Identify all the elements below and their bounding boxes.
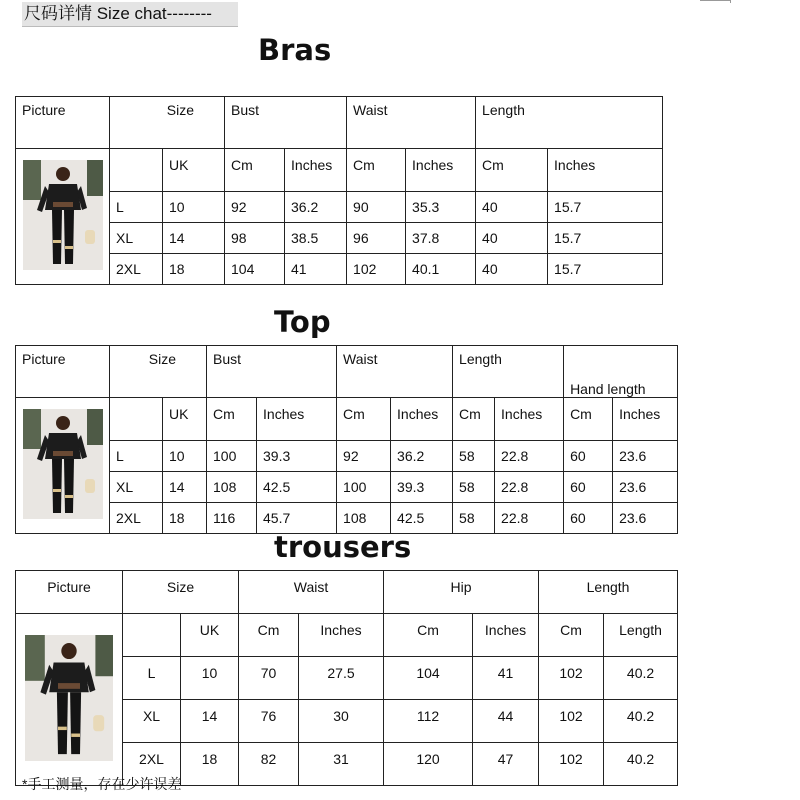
cell: 18 — [163, 254, 225, 285]
subheader-cell: Inches — [285, 149, 347, 192]
cell: 27.5 — [299, 657, 384, 700]
trousers-table — [15, 570, 678, 786]
subheader-cell — [110, 398, 163, 441]
header-bust: Bust — [225, 97, 347, 149]
subheader-cell: Inches — [613, 398, 678, 441]
model-photo-icon — [23, 409, 103, 519]
trousers-title: trousers — [274, 530, 412, 564]
header-hand-length: Hand length — [564, 346, 678, 398]
table-row — [16, 472, 678, 503]
cell: 36.2 — [285, 192, 347, 223]
table-row — [16, 254, 663, 285]
cell: 37.8 — [406, 223, 476, 254]
product-picture — [16, 398, 110, 534]
cell: 120 — [384, 743, 473, 786]
cell: L — [123, 657, 181, 700]
cell: 96 — [347, 223, 406, 254]
cell: 22.8 — [495, 472, 564, 503]
cell: 92 — [225, 192, 285, 223]
top-title: Top — [274, 305, 331, 339]
subheader-cell: Inches — [391, 398, 453, 441]
subheader-cell: Cm — [239, 614, 299, 657]
cell: 44 — [473, 700, 539, 743]
top-header-row — [16, 346, 678, 398]
cell: 100 — [337, 472, 391, 503]
table-row — [16, 441, 678, 472]
cell: 58 — [453, 503, 495, 534]
top-subheader-row — [16, 398, 678, 441]
header-bust: Bust — [207, 346, 337, 398]
header-length: Length — [476, 97, 663, 149]
cell: 82 — [239, 743, 299, 786]
cell: 23.6 — [613, 472, 678, 503]
cell: 39.3 — [391, 472, 453, 503]
cell: 70 — [239, 657, 299, 700]
cell: 102 — [539, 743, 604, 786]
cell: 42.5 — [257, 472, 337, 503]
cell: 60 — [564, 503, 613, 534]
header-length: Length — [539, 571, 678, 614]
cell: 30 — [299, 700, 384, 743]
header-hip: Hip — [384, 571, 539, 614]
model-photo-icon — [25, 635, 113, 761]
cell: 15.7 — [548, 223, 663, 254]
subheader-cell: Cm — [453, 398, 495, 441]
cell: 102 — [347, 254, 406, 285]
subheader-cell: Cm — [384, 614, 473, 657]
header-title: 尺码详情 Size chat-------- — [22, 2, 238, 27]
header-picture: Picture — [16, 571, 123, 614]
cell: 22.8 — [495, 441, 564, 472]
subheader-cell: Inches — [406, 149, 476, 192]
cell: 14 — [163, 223, 225, 254]
cell: 40 — [476, 192, 548, 223]
bras-title: Bras — [258, 33, 332, 67]
cell: 41 — [285, 254, 347, 285]
cell: 90 — [347, 192, 406, 223]
cell: 14 — [163, 472, 207, 503]
cell: 39.3 — [257, 441, 337, 472]
cell: XL — [110, 223, 163, 254]
cell: 102 — [539, 657, 604, 700]
header-length: Length — [453, 346, 564, 398]
subheader-cell: Inches — [473, 614, 539, 657]
product-picture — [16, 614, 123, 786]
header-size: Size — [123, 571, 239, 614]
header-waist: Waist — [239, 571, 384, 614]
cell: 42.5 — [391, 503, 453, 534]
cell: L — [110, 192, 163, 223]
trousers-header-row — [16, 571, 678, 614]
subheader-cell: Inches — [495, 398, 564, 441]
subheader-cell: Cm — [207, 398, 257, 441]
cell: 23.6 — [613, 441, 678, 472]
product-picture — [16, 149, 110, 285]
subheader-cell: Inches — [548, 149, 663, 192]
cell: 112 — [384, 700, 473, 743]
subheader-cell: UK — [163, 149, 225, 192]
cell: 108 — [207, 472, 257, 503]
subheader-cell: UK — [181, 614, 239, 657]
cell: 2XL — [110, 503, 163, 534]
cell: 47 — [473, 743, 539, 786]
cell: 35.3 — [406, 192, 476, 223]
model-photo-icon — [23, 160, 103, 270]
header-waist: Waist — [337, 346, 453, 398]
cell: 40.2 — [604, 657, 678, 700]
cell: 18 — [181, 743, 239, 786]
header-picture: Picture — [16, 97, 110, 149]
cell: 15.7 — [548, 192, 663, 223]
measurement-note: *手工测量，存在少许误差 — [22, 776, 182, 792]
cell: 14 — [181, 700, 239, 743]
cell: 40 — [476, 254, 548, 285]
subheader-cell: Length — [604, 614, 678, 657]
cell: 40.1 — [406, 254, 476, 285]
header-size: Size — [110, 346, 207, 398]
cell: 76 — [239, 700, 299, 743]
cell: 36.2 — [391, 441, 453, 472]
cell: XL — [110, 472, 163, 503]
cell: L — [110, 441, 163, 472]
table-row — [16, 223, 663, 254]
cell: 18 — [163, 503, 207, 534]
header-picture: Picture — [16, 346, 110, 398]
bras-subheader-row — [16, 149, 663, 192]
subheader-cell: Cm — [539, 614, 604, 657]
subheader-cell — [110, 149, 163, 192]
cell: 40 — [476, 223, 548, 254]
cell: 60 — [564, 441, 613, 472]
cell: 2XL — [110, 254, 163, 285]
cell: 45.7 — [257, 503, 337, 534]
cell: 40.2 — [604, 743, 678, 786]
subheader-cell: Cm — [225, 149, 285, 192]
cell: 22.8 — [495, 503, 564, 534]
cell: 104 — [384, 657, 473, 700]
cell: 23.6 — [613, 503, 678, 534]
cell: 98 — [225, 223, 285, 254]
subheader-cell: Cm — [337, 398, 391, 441]
cell: 108 — [337, 503, 391, 534]
top-table — [15, 345, 678, 534]
cell: 58 — [453, 441, 495, 472]
cell: 10 — [163, 441, 207, 472]
cell: 102 — [539, 700, 604, 743]
subheader-cell: UK — [163, 398, 207, 441]
subheader-cell — [123, 614, 181, 657]
subheader-cell: Cm — [564, 398, 613, 441]
cell: 10 — [181, 657, 239, 700]
trousers-subheader-row — [16, 614, 678, 657]
cell: 41 — [473, 657, 539, 700]
cell: 92 — [337, 441, 391, 472]
bras-header-row — [16, 97, 663, 149]
subheader-cell: Inches — [299, 614, 384, 657]
subheader-cell: Cm — [347, 149, 406, 192]
cell: 15.7 — [548, 254, 663, 285]
cell: 58 — [453, 472, 495, 503]
bras-table — [15, 96, 663, 285]
table-row — [16, 503, 678, 534]
cell: 40.2 — [604, 700, 678, 743]
cell: 116 — [207, 503, 257, 534]
header-waist: Waist — [347, 97, 476, 149]
cell: 38.5 — [285, 223, 347, 254]
header-size: Size — [110, 97, 225, 149]
cell: 10 — [163, 192, 225, 223]
cell: 104 — [225, 254, 285, 285]
table-row — [16, 192, 663, 223]
subheader-cell: Inches — [257, 398, 337, 441]
cell: 100 — [207, 441, 257, 472]
corner-mark — [700, 0, 731, 3]
subheader-cell: Cm — [476, 149, 548, 192]
cell: 2XL — [123, 743, 181, 786]
cell: 60 — [564, 472, 613, 503]
cell: 31 — [299, 743, 384, 786]
cell: XL — [123, 700, 181, 743]
